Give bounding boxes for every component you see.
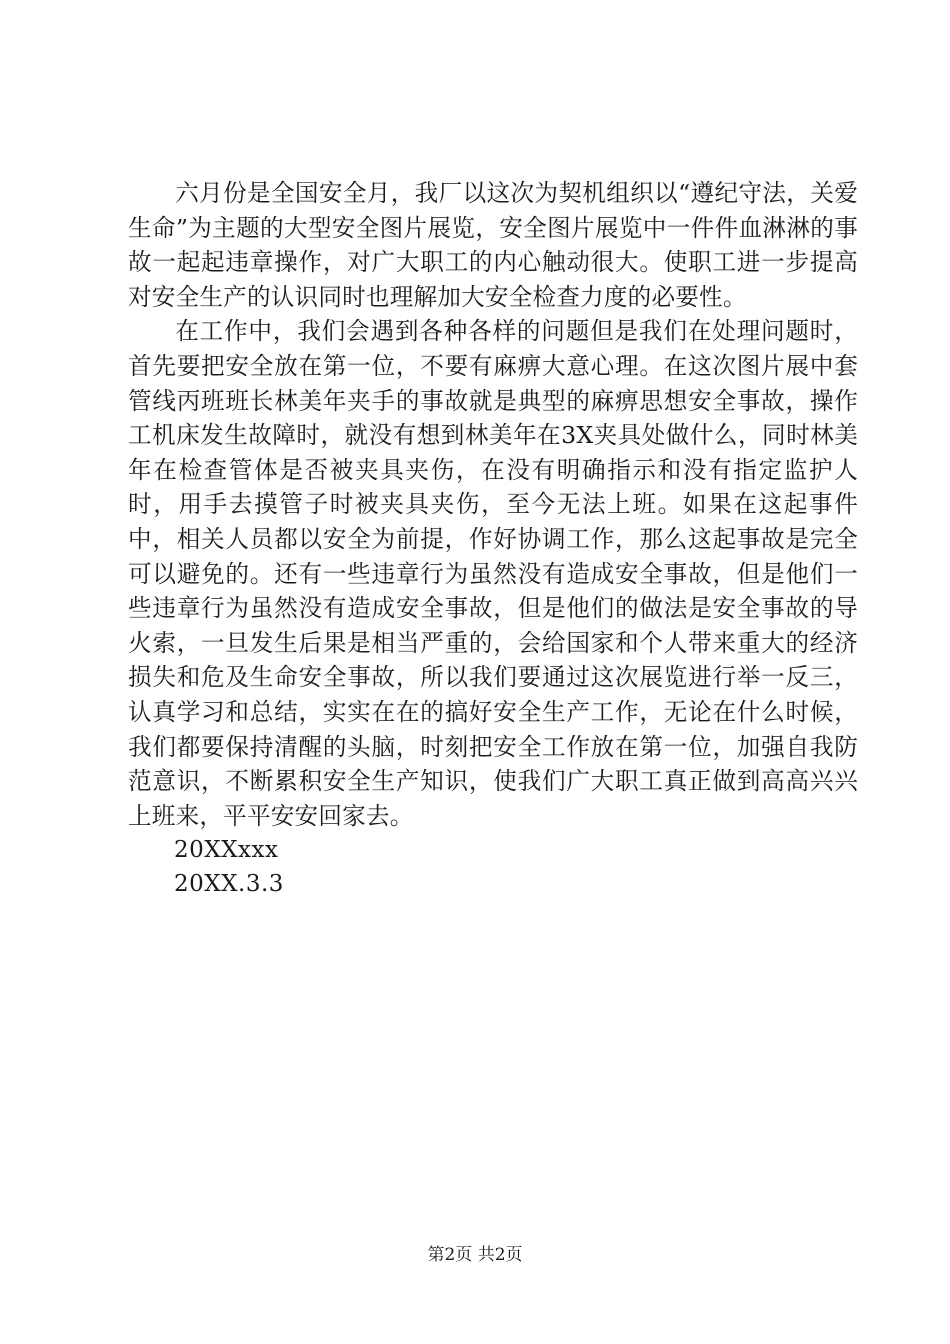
body-paragraph-2: 在工作中，我们会遇到各种各样的问题但是我们在处理问题时，首先要把安全放在第一位，不要有麻痹大意心理。在这次图片展中套管线丙班班长林美年夹手的事故就是典型的麻痹思想安全事故，操作工机床发生故障时，就没有想到林美年在3X夹具处做什么，同时林美年在检查管体是否被夹具夹伤，在没有明确指示和没有指定监护人时，用手去摸管子时被夹具夹伤，至今无法上班。如果在这起事件中，相关人员都以安全为前提，作好协调工作，那么这起事故是完全可以避免的。还有一些违章行为虽然没有造成安全事故，但是他们一些违章行为虽然没有造成安全事故，但是他们的做法是安全事故的导火索，一旦发生后果是相当严重的，会给国家和个人带来重大的经济损失和危及生命安全事故，所以我们要通过这次展览进行举一反三，认真学习和总结，实实在在的搞好安全生产工作，无论在什么时候，我们都要保持清醒的头脑，时刻把安全工作放在第一位，加强自我防范意识，不断累积安全生产知识，使我们广大职工真正做到高高兴兴上班来，平平安安回家去。 [128,317,858,830]
body-paragraph-1: 六月份是全国安全月，我厂以这次为契机组织以“遵纪守法，关爱生命”为主题的大型安全图片展览，安全图片展览中一件件血淋淋的事故一起起违章操作，对广大职工的内心触动很大。使职工进一步提高对安全生产的认识同时也理解加大安全检查力度的必要性。 [128,179,858,311]
page-number-footer: 第2页 共2页 [427,1245,523,1265]
signature-date: 20XX.3.3 [174,871,284,898]
signature-name: 20XXxxx [174,837,279,864]
document-body [128,176,858,901]
